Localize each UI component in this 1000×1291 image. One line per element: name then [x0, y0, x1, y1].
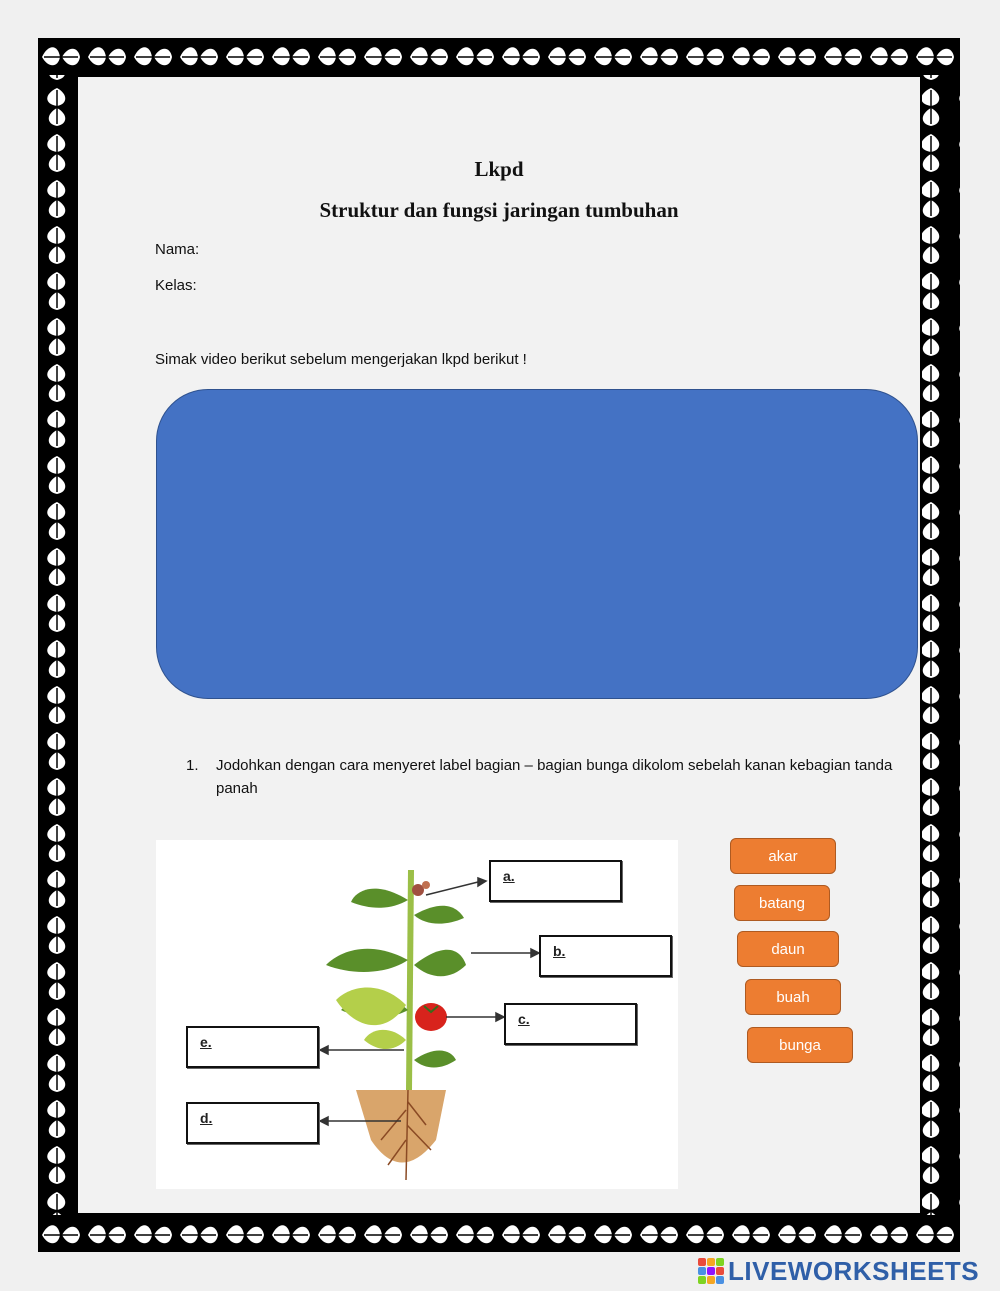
answer-box-c[interactable]	[504, 1003, 637, 1045]
answer-box-e-label: e.	[200, 1034, 212, 1050]
answer-box-d[interactable]	[186, 1102, 319, 1144]
instruction-text: Simak video berikut sebelum mengerjakan lkpd berikut !	[155, 351, 527, 368]
tomato-fruit	[415, 1003, 447, 1031]
question-text: Jodohkan dengan cara menyeret label bagian – bagian bunga dikolom sebelah kanan kebagian tanda panah	[216, 757, 893, 797]
page-subtitle: Struktur dan fungsi jaringan tumbuhan	[319, 198, 679, 222]
drag-label-bunga[interactable]: bunga	[747, 1027, 853, 1063]
class-field-label: Kelas:	[155, 277, 197, 294]
drag-label-akar[interactable]: akar	[730, 838, 836, 874]
logo-grid-icon	[698, 1258, 724, 1284]
plant-diagram	[156, 840, 678, 1189]
flower	[412, 881, 430, 896]
logo-text: LIVEWORKSHEETS	[728, 1255, 980, 1286]
stem	[406, 870, 414, 1090]
video-placeholder[interactable]	[156, 389, 918, 699]
name-field-label: Nama:	[155, 241, 200, 258]
drag-label-buah[interactable]: buah	[745, 979, 841, 1015]
page-title: Lkpd	[474, 157, 524, 181]
soil	[356, 1090, 446, 1163]
answer-box-a-label: a.	[503, 868, 515, 884]
answer-box-c-label: c.	[518, 1011, 530, 1027]
drag-label-daun[interactable]: daun	[737, 931, 839, 967]
decorative-border	[38, 38, 960, 1252]
answer-box-b-label: b.	[553, 943, 566, 959]
answer-box-d-label: d.	[200, 1110, 213, 1126]
question-number: 1.	[186, 757, 199, 774]
drag-label-batang[interactable]: batang	[734, 885, 830, 921]
answer-box-b[interactable]	[539, 935, 672, 977]
answer-box-e[interactable]	[186, 1026, 319, 1068]
liveworksheets-logo[interactable]	[698, 1255, 980, 1286]
light-leaves	[336, 988, 406, 1050]
answer-box-a[interactable]	[489, 860, 622, 902]
worksheet-page	[76, 75, 922, 1215]
